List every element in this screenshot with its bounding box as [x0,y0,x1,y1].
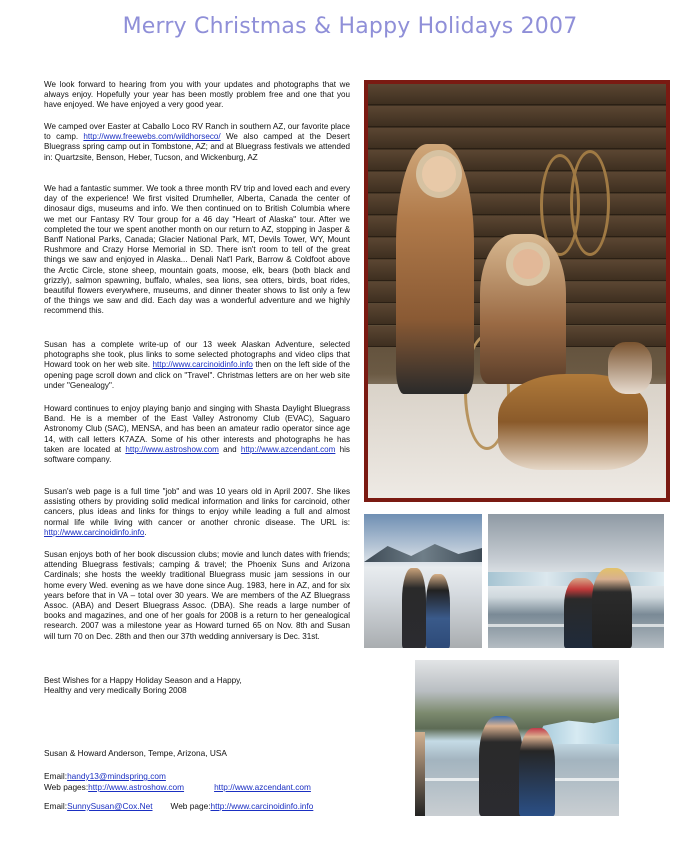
azcendant-link-1[interactable]: http://www.azcendant.com [240,444,336,454]
glacier-photo-1 [364,514,482,648]
email-line-2: Email:SunnySusan@Cox.Net Web page:http://www.carcinoidinfo.info [44,801,314,811]
signature: Susan & Howard Anderson, Tempe, Arizona, USA [44,748,227,758]
paragraph-alaska-writeup: Susan has a complete write-up of our 13 week Alaskan Adventure, selected photographs she took, plus links to some selected photographs and video clips that Howard took on her web site. http://www.carcinoidinfo.info then on the left side of the opening page scroll down and click on "Travel". Christmas letters are on her web site under "Genealogy". [44,340,350,390]
alaska-costume-photo [364,80,670,502]
carcinoid-link-2[interactable]: http://www.carcinoidinfo.info [44,527,145,537]
holiday-wishes: Best Wishes for a Happy Holiday Season and a Happy, Healthy and very medically Boring 2008 [44,676,242,696]
paragraph-camping: We camped over Easter at Caballo Loco RV Ranch in southern AZ, our favorite place to camp. http://www.freewebs.com/wildhorseco/ We also camped at the Desert Bluegrass spring camp out in Tombstone, AZ; and at Bluegrass festivals we attended in: Quartzsite, Benson, Heber, Tucson, and Wickenburg, AZ [44,122,350,162]
page-title: Merry Christmas & Happy Holidays 2007 [122,14,578,39]
carcinoid-link-1[interactable]: http://www.carcinoidinfo.info [152,360,253,370]
paragraph-susan-activities: Susan enjoys both of her book discussion clubs; movie and lunch dates with friends; attending Bluegrass festivals; camping & travel; the Phoenix Suns and Arizona Cardinals; she hosts the weekly traditional Bluegrass music jam sessions in our home every Wed. evening as we have done since Aug. 1983, here in AZ, and for six years before that in VA – total over 30 years. We are members of the AZ Bluegrass Assoc. (ABA) and Desert Bluegrass Assoc. (DBA). She reads a large number of books and magazines, and one of her goals for 2008 is a return to her genealogical research. 2007 was a milestone year as Howard turned 65 on Nov. 8th and Susan will turn 70 on Dec. 28th and then our 37th wedding anniversary is Dec. 31st. [44,550,350,641]
email-howard-link[interactable]: handy13@mindspring.com [67,771,166,781]
azcendant-link-2[interactable]: http://www.azcendant.com [214,782,311,792]
astroshow-link-2[interactable]: http://www.astroshow.com [88,782,185,792]
email-line-1: Email:handy13@mindspring.com [44,771,166,781]
glacier-photo-3 [415,660,619,816]
webpages-line: Web pages:http://www.astroshow.com http://www.azcendant.com [44,782,311,792]
paragraph-intro: We look forward to hearing from you with your updates and photographs that we always enjoy. Hopefully your year has been mostly problem free and one that you have enjoyed. We have enjoyed a very good year. [44,80,350,110]
email-susan-link[interactable]: SunnySusan@Cox.Net [67,801,153,811]
paragraph-howard: Howard continues to enjoy playing banjo and singing with Shasta Daylight Bluegrass Band. He is a member of the East Valley Astronomy Club (EVAC), Saguaro Astronomy Club (SAC), MENSA, and has been an amateur radio operator since age 14, with call letters K7AZA. Some of his other interests and photographs he has taken are located at http://www.astroshow.com and http://www.azcendant.com his software company. [44,404,350,465]
freewebs-link[interactable]: http://www.freewebs.com/wildhorseco/ [83,132,221,142]
glacier-photo-2 [488,514,664,648]
carcinoid-link-3[interactable]: http://www.carcinoidinfo.info [210,801,314,811]
astroshow-link-1[interactable]: http://www.astroshow.com [125,444,219,454]
paragraph-susan-web: Susan's web page is a full time "job" and was 10 years old in April 2007. She likes assisting others by providing solid medical information and links for carcinoid, other cancers, plus ideas and links for things to enjoy while leading a full and almost normal life while living with cancer or another chronic disease. The URL is: http://www.carcinoidinfo.info. [44,487,350,537]
paragraph-summer: We had a fantastic summer. We took a three month RV trip and loved each and every day of the experience! We first visited Drumheller, Alberta, Canada the center of dinosaur digs, museums and info. We then continued on to British Columbia where we met our Fantasy RV Tour group for a 46 day "Heart of Alaska" tour. After we completed the tour we spent another month on our return to AZ, stopping in Jasper & Banff National Parks, Canada; Glacier National Park, MT, Devils Tower, WY, Mount Rushmore and Crazy Horse Memorial in SD. There isn't room to tell of the great things we saw and enjoyed in Alaska... Denali Nat'l Park, Barrow & Coldfoot above the Arctic Circle, stone sheep, mountain goats, moose, elk, bears (both black and grizzly), salmon spawning, buffalo, whales, sea lions, sea otters, birds, boat rides, beautiful flowers everywhere, museums, and dinner theater shows to list only a few of the things we saw and did. Each day was a wonderful adventure and we highly recommend this. [44,184,350,316]
